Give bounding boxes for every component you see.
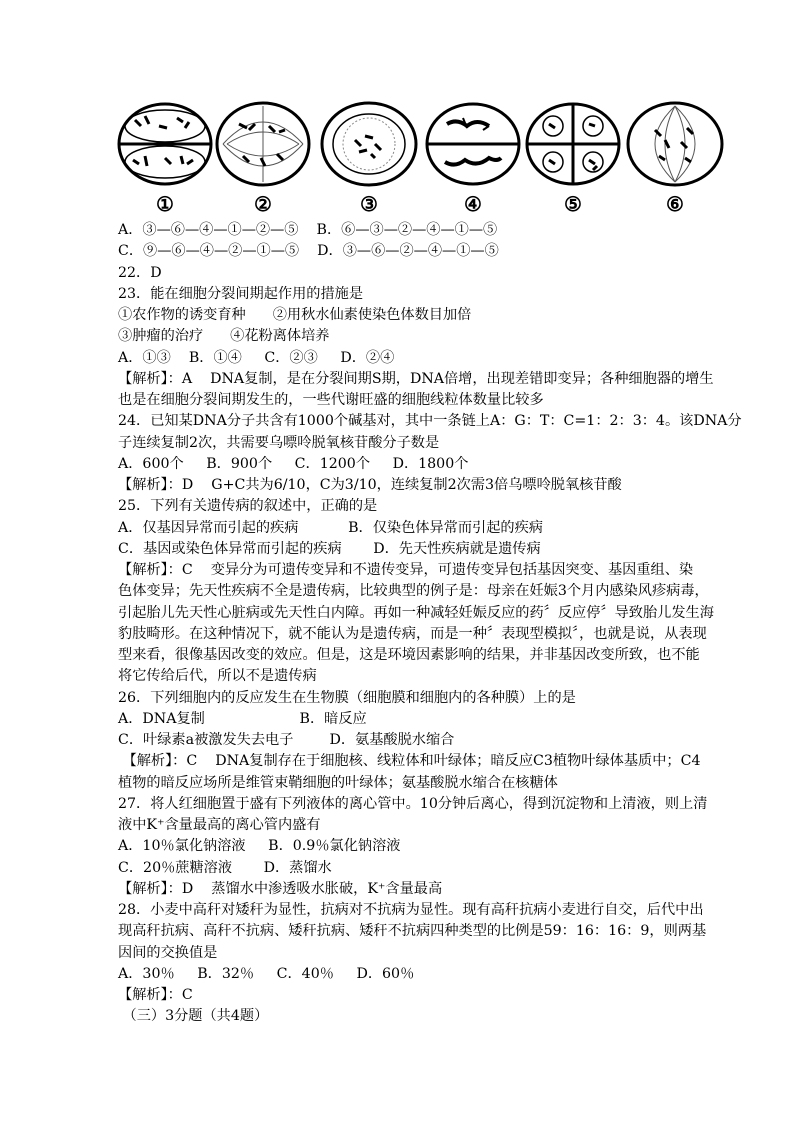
- q23-stem: 23．能在细胞分裂间期起作用的措施是: [118, 285, 364, 302]
- q26-analysis-1: 【解析】：C DNA复制存在于细胞核、线粒体和叶绿体；暗反应C3植物叶绿体基质中；C4: [118, 753, 701, 770]
- q24-options: A．600个 B．900个 C．1200个 D．1800个: [118, 455, 469, 472]
- q25-options-cd: C．基因或染色体异常而引起的疾病 D．先天性疾病就是遗传病: [118, 540, 541, 557]
- q27-stem-1: 27．将人红细胞置于盛有下列液体的离心管中。10分钟后离心，得到沉淀物和上清液，则上清: [118, 795, 708, 812]
- q28-stem-1: 28．小麦中高秆对矮秆为显性，抗病对不抗病为显性。现有高秆抗病小麦进行自交，后代中出: [118, 902, 704, 918]
- cell-division-figure: [115, 100, 725, 218]
- q28-stem-3: 因间的交换值是: [118, 944, 218, 961]
- cell-diagram-5: [523, 100, 623, 190]
- q25-analysis-4: 豹肢畸形。在这种情况下，就不能认为是遗传病，而是一种〞表现型模拟〞，也就是说，从表现: [118, 625, 707, 642]
- q25-analysis-5: 型来看，很像基因改变的效应。但是，这是环境因素影响的结果，并非基因改变所致，也不能: [118, 647, 700, 663]
- q23-analysis-2: 也是在细胞分裂间期发生的，一些代谢旺盛的细胞线粒体数量比较多: [118, 392, 544, 408]
- cell-diagram-3: [319, 100, 419, 190]
- cell-diagram-4: [423, 100, 523, 190]
- figure-label-4: ④: [464, 192, 482, 216]
- cell-diagram-2: [213, 100, 313, 190]
- q26-analysis-2: 植物的暗反应场所是维管束鞘细胞的叶绿体；氨基酸脱水缩合在核糖体: [118, 774, 558, 791]
- document-body: [118, 220, 742, 1028]
- figure-label-2: ②: [254, 192, 272, 216]
- cell-diagram-1: [115, 100, 215, 190]
- q23-item-3-4: ③肿瘤的治疗 ④花粉离体培养: [118, 328, 330, 345]
- q27-analysis: 【解析】：D 蒸馏水中渗透吸水胀破，K⁺含量最高: [118, 880, 443, 897]
- section-heading-3pt: （三）3分题（共4题）: [118, 1008, 269, 1025]
- q25-analysis-3: 引起胎儿先天性心脏病或先天性白内障。再如一种减轻妊娠反应的药〞反应停〞导致胎儿发生海: [118, 604, 714, 621]
- q23-item-1-2: ①农作物的诱变育种 ②用秋水仙素使染色体数目加倍: [118, 307, 472, 323]
- q28-options: A．30％ B．32％ C．40％ D．60％: [118, 965, 415, 982]
- q26-options-cd: C．叶绿素a被激发失去电子 D．氨基酸脱水缩合: [118, 732, 455, 748]
- q23-analysis-1: 【解析】：A DNA复制，是在分裂间期S期，DNA倍增，出现差错即变异；各种细胞器的增生: [118, 370, 714, 387]
- q24-stem-1: 24．已知某DNA分子共含有1000个碱基对，其中一条链上A：G：T：C=1：2：3：4。该DNA分: [118, 413, 742, 430]
- q27-stem-2: 液中K⁺含量最高的离心管内盛有: [118, 817, 321, 833]
- q27-options-ab: A．10％氯化钠溶液 B．0.9％氯化钠溶液: [118, 838, 401, 855]
- q28-stem-2: 现高秆抗病、高秆不抗病、矮秆抗病、矮秆不抗病四种类型的比例是59：16：16：9，则两基: [118, 923, 707, 940]
- cell-diagram-6: [625, 100, 725, 190]
- figure-label-6: ⑥: [666, 192, 684, 216]
- q25-options-ab: A．仅基因异常而引起的疾病 B．仅染色体异常而引起的疾病: [118, 519, 543, 536]
- q25-stem: 25．下列有关遗传病的叙述中，正确的是: [118, 498, 378, 515]
- q24-stem-2: 子连续复制2次，共需要乌嘌呤脱氧核苷酸分子数是: [118, 434, 440, 451]
- q26-options-ab: A．DNA复制 B．暗反应: [118, 710, 367, 727]
- figure-label-3: ③: [360, 192, 378, 216]
- figure-label-5: ⑤: [564, 192, 582, 216]
- q25-analysis-2: 色体变异；先天性疾病不全是遗传病，比较典型的例子是：母亲在妊娠3个月内感染风疹病毒，: [118, 583, 709, 600]
- q26-stem: 26．下列细胞内的反应发生在生物膜（细胞膜和细胞内的各种膜）上的是: [118, 689, 576, 706]
- q23-options: A．①③ B．①④ C．②③ D．②④: [118, 349, 395, 366]
- q28-analysis: 【解析】：C: [118, 987, 193, 1003]
- q22-answer: 22．D: [118, 264, 162, 281]
- q24-analysis: 【解析】：D G+C共为6/10，C为3/10，连续复制2次需3倍乌嘌呤脱氧核苷酸: [118, 477, 622, 493]
- q21-options-cd: C．⑨—⑥—④—②—①—⑤ D．③—⑥—②—④—①—⑤: [118, 243, 499, 260]
- q25-analysis-1: 【解析】：C 变异分为可遗传变异和不遗传变异，可遗传变异包括基因突变、基因重组、染: [118, 562, 694, 578]
- q27-options-cd: C．20％蔗糖溶液 D．蒸馏水: [118, 859, 332, 876]
- q25-analysis-6: 将它传给后代，所以不是遗传病: [118, 668, 317, 685]
- q21-options-ab: A．③—⑥—④—①—②—⑤ B．⑥—③—②—④—①—⑤: [118, 222, 498, 238]
- figure-label-1: ①: [156, 192, 174, 216]
